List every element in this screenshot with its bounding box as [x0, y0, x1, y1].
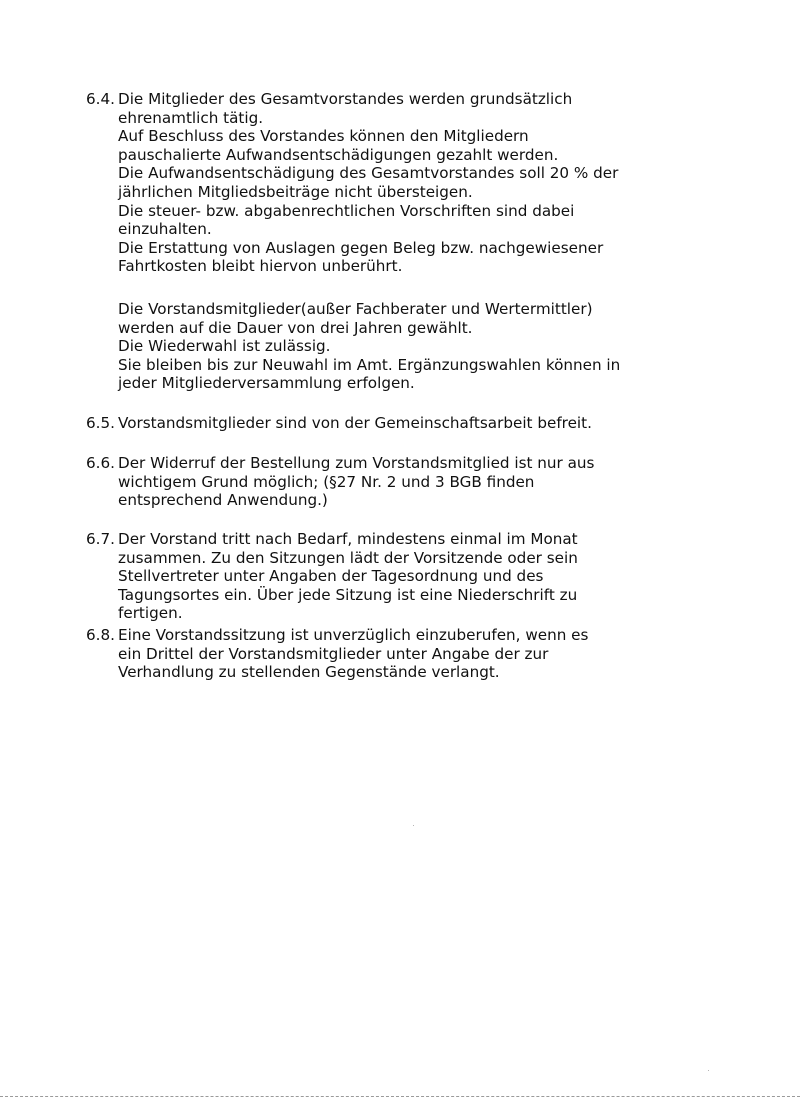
clause-line: Tagungsortes ein. Über jede Sitzung ist eine Niederschrift zu [118, 585, 578, 604]
clause-6-8 [86, 626, 706, 682]
scan-speck [708, 1070, 709, 1071]
clause-line: ein Drittel der Vorstandsmitglieder unter Angabe der zur [118, 644, 549, 663]
clause-line: Die Vorstandsmitglieder(außer Fachberater und Wertermittler) [118, 300, 593, 318]
clause-line: Der Vorstand tritt nach Bedarf, mindestens einmal im Monat [118, 530, 578, 548]
clause-line: Verhandlung zu stellenden Gegenstände verlangt. [118, 663, 500, 682]
scan-speck [413, 825, 414, 826]
clause-line: entsprechend Anwendung.) [118, 491, 328, 510]
clause-line: zusammen. Zu den Sitzungen lädt der Vorsitzende oder sein [118, 548, 578, 567]
clause-line: pauschalierte Aufwandsentschädigungen gezahlt werden. [118, 145, 559, 164]
clause-line: Sie bleiben bis zur Neuwahl im Amt. Ergänzungswahlen können in [118, 355, 621, 374]
clause-number: 6.5. [86, 414, 115, 432]
clause-line: jährlichen Mitgliedsbeiträge nicht übersteigen. [118, 182, 473, 201]
scan-edge-line [0, 1096, 800, 1097]
clause-line: Die Wiederwahl ist zulässig. [118, 337, 331, 356]
clause-number: 6.6. [86, 454, 115, 472]
clause-number: 6.4. [86, 90, 115, 108]
clause-line: werden auf die Dauer von drei Jahren gewählt. [118, 318, 473, 337]
clause-line: Die Aufwandsentschädigung des Gesamtvorstandes soll 20 % der [118, 164, 619, 183]
clause-6-7 [86, 530, 706, 623]
clause-line: Die Mitglieder des Gesamtvorstandes werden grundsätzlich [118, 90, 573, 108]
clause-line: Die steuer- bzw. abgabenrechtlichen Vorschriften sind dabei [118, 201, 575, 220]
clause-6-6 [86, 454, 706, 510]
clause-line: Stellvertreter unter Angaben der Tagesordnung und des [118, 567, 544, 586]
clause-6-5 [86, 414, 706, 433]
clause-line: jeder Mitgliederversammlung erfolgen. [118, 374, 415, 393]
clause-line: Die Erstattung von Auslagen gegen Beleg bzw. nachgewiesener [118, 238, 604, 257]
clause-line: Der Widerruf der Bestellung zum Vorstandsmitglied ist nur aus [118, 454, 595, 472]
clause-6-4-continued [86, 300, 706, 393]
clause-line: wichtigem Grund möglich; (§27 Nr. 2 und 3 BGB finden [118, 472, 535, 491]
clause-line: ehrenamtlich tätig. [118, 108, 264, 127]
clause-line: Auf Beschluss des Vorstandes können den Mitgliedern [118, 127, 529, 146]
clause-line: Fahrtkosten bleibt hiervon unberührt. [118, 257, 403, 276]
clause-line: einzuhalten. [118, 220, 212, 239]
clause-number: 6.8. [86, 626, 115, 644]
clause-line: Vorstandsmitglieder sind von der Gemeinschaftsarbeit befreit. [118, 414, 592, 432]
clause-line: Eine Vorstandssitzung ist unverzüglich einzuberufen, wenn es [118, 626, 589, 644]
clause-number: 6.7. [86, 530, 115, 548]
clause-6-4 [86, 90, 706, 276]
clause-line: fertigen. [118, 604, 183, 623]
